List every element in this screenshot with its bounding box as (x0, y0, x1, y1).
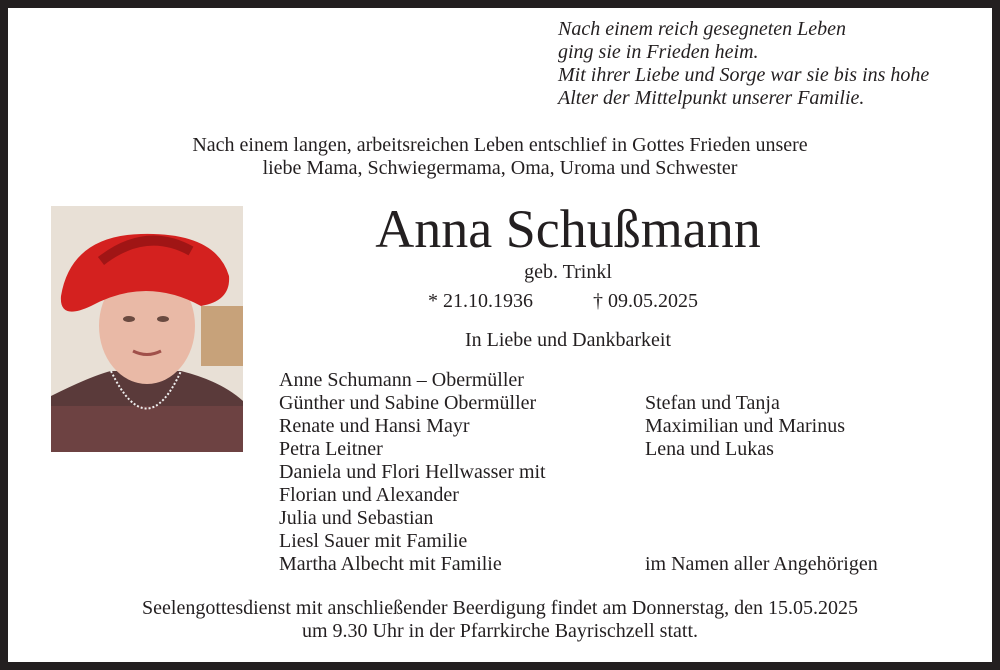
service-line: um 9.30 Uhr in der Pfarrkirche Bayrischzell statt. (302, 620, 698, 642)
intro-line: Nach einem langen, arbeitsreichen Leben entschlief in Gottes Frieden unsere (192, 134, 808, 156)
dedication: In Liebe und Dankbarkeit (464, 329, 672, 351)
intro-line: liebe Mama, Schwiegermama, Oma, Uroma und Schwester (262, 157, 738, 179)
poem (558, 18, 929, 110)
service-info (0, 597, 1000, 643)
poem-line: Alter der Mittelpunkt unserer Familie. (558, 87, 865, 109)
mourner: Petra Leitner (279, 438, 383, 460)
mourner: Julia und Sebastian (279, 507, 434, 529)
mourner: Daniela und Flori Hellwasser mit (279, 461, 546, 483)
service-line: Seelengottesdienst mit anschließender Beerdigung findet am Donnerstag, den 15.05.2025 (142, 597, 858, 619)
mourners-right (645, 392, 878, 576)
mourner: Renate und Hansi Mayr (279, 415, 470, 437)
birth-date: * 21.10.1936 (428, 290, 533, 312)
poem-line: Nach einem reich gesegneten Leben (558, 18, 847, 40)
deceased-name: Anna Schußmann (375, 199, 761, 259)
mourner: Liesl Sauer mit Familie (279, 530, 468, 552)
mourners-left (279, 369, 546, 576)
death-date: † 09.05.2025 (593, 290, 698, 312)
mourner: Stefan und Tanja (645, 392, 780, 414)
mourner: Günther und Sabine Obermüller (279, 392, 537, 414)
poem-line: Mit ihrer Liebe und Sorge war sie bis ins hohe (558, 64, 930, 86)
mourner: Maximilian und Marinus (645, 415, 845, 437)
mourner-closing: im Namen aller Angehörigen (645, 553, 878, 575)
mourner: Martha Albecht mit Familie (279, 553, 502, 575)
maiden-name: geb. Trinkl (524, 261, 612, 283)
intro-text (0, 134, 1000, 180)
mourner: Lena und Lukas (645, 438, 774, 460)
mourner: Anne Schumann – Obermüller (279, 369, 524, 391)
mourner: Florian und Alexander (279, 484, 459, 506)
poem-line: ging sie in Frieden heim. (558, 41, 759, 63)
